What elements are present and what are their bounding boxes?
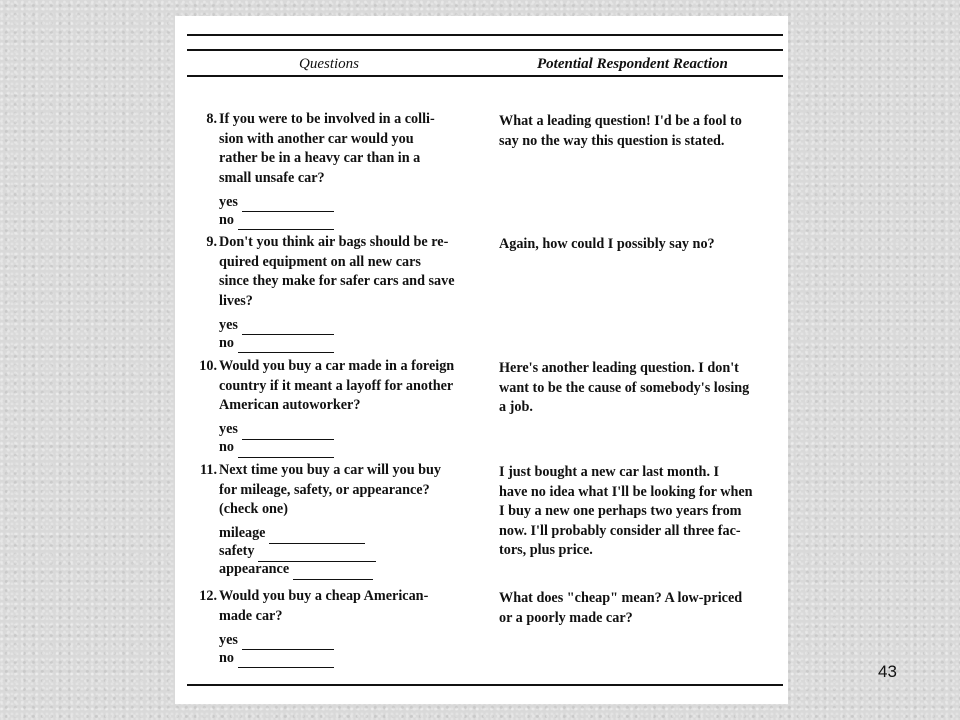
option-label: appearance: [219, 561, 290, 577]
answer-blank[interactable]: [238, 340, 334, 353]
answer-option-no[interactable]: [219, 650, 483, 668]
question-text: Would you buy a cheap American- made car?: [219, 588, 429, 624]
answer-option-mileage[interactable]: [219, 526, 483, 544]
question-number: 9.: [206, 234, 217, 250]
option-label: no: [219, 334, 234, 351]
answer-option-no[interactable]: [219, 335, 483, 353]
option-label: yes: [219, 421, 238, 437]
bottom-rule: [187, 684, 783, 686]
reaction-item-11: I just bought a new car last month. I have no idea what I'll be looking for when I buy a new one perhaps two years from now. I'll probably consider all three fac- tors, plus price.: [499, 464, 753, 558]
question-number: 10.: [199, 358, 217, 374]
reaction-item-10: Here's another leading question. I don't want to be the cause of somebody's losing a job.: [499, 360, 750, 415]
question-item-12: [193, 587, 483, 668]
answer-blank[interactable]: [242, 199, 334, 212]
reaction-item-9: Again, how could I possibly say no?: [499, 236, 715, 252]
answer-blank[interactable]: [242, 637, 334, 650]
second-rule: [187, 49, 783, 51]
answer-option-yes[interactable]: [219, 194, 483, 212]
question-item-9: [193, 233, 483, 353]
answer-options: [219, 317, 483, 353]
answer-option-yes[interactable]: [219, 422, 483, 440]
question-number: 8.: [206, 111, 217, 127]
answer-options: [219, 422, 483, 458]
questions-column-heading: Questions: [299, 56, 359, 72]
document-page: [175, 16, 788, 704]
option-label: no: [219, 439, 234, 455]
question-text: Would you buy a car made in a foreign country if it meant a layoff for another American autoworker?: [219, 358, 455, 413]
answer-blank[interactable]: [293, 567, 373, 580]
answer-options: [219, 194, 483, 230]
top-rule: [187, 34, 783, 36]
page-number: 43: [878, 662, 897, 681]
reaction-item-12: What does "cheap" mean? A low-priced or a poorly made car?: [499, 590, 743, 626]
answer-option-no[interactable]: [219, 440, 483, 458]
answer-option-yes[interactable]: [219, 317, 483, 335]
option-label: yes: [219, 193, 238, 210]
answer-option-safety[interactable]: [219, 544, 483, 562]
option-label: yes: [219, 631, 238, 648]
reaction-column-heading: Potential Respondent Reaction: [537, 56, 728, 72]
answer-blank[interactable]: [238, 655, 334, 668]
answer-blank[interactable]: [242, 322, 334, 335]
option-label: no: [219, 211, 234, 228]
answer-blank[interactable]: [242, 427, 334, 440]
answer-option-appearance[interactable]: [219, 562, 483, 580]
question-text: Next time you buy a car will you buy for mileage, safety, or appearance? (check one): [219, 462, 442, 517]
question-number: 11.: [200, 462, 217, 478]
reaction-item-8: What a leading question! I'd be a fool to say no the way this question is stated.: [499, 113, 742, 149]
option-label: yes: [219, 316, 238, 333]
answer-option-no[interactable]: [219, 212, 483, 230]
question-item-10: [193, 357, 483, 458]
option-label: safety: [219, 543, 255, 559]
question-text: If you were to be involved in a colli- sion with another car would you rather be in a heavy car than in a small unsafe car?: [219, 111, 435, 186]
answer-blank[interactable]: [269, 531, 365, 544]
question-number: 12.: [199, 588, 217, 604]
header-bottom-rule: [187, 75, 783, 77]
question-item-11: [193, 461, 483, 580]
question-item-8: [193, 110, 483, 230]
option-label: no: [219, 649, 234, 666]
answer-options: [219, 526, 483, 580]
option-label: mileage: [219, 525, 266, 541]
answer-options: [219, 632, 483, 668]
answer-blank[interactable]: [238, 217, 334, 230]
answer-blank[interactable]: [238, 445, 334, 458]
answer-option-yes[interactable]: [219, 632, 483, 650]
question-text: Don't you think air bags should be re- quired equipment on all new cars since they make for safer cars and save lives?: [219, 234, 455, 309]
